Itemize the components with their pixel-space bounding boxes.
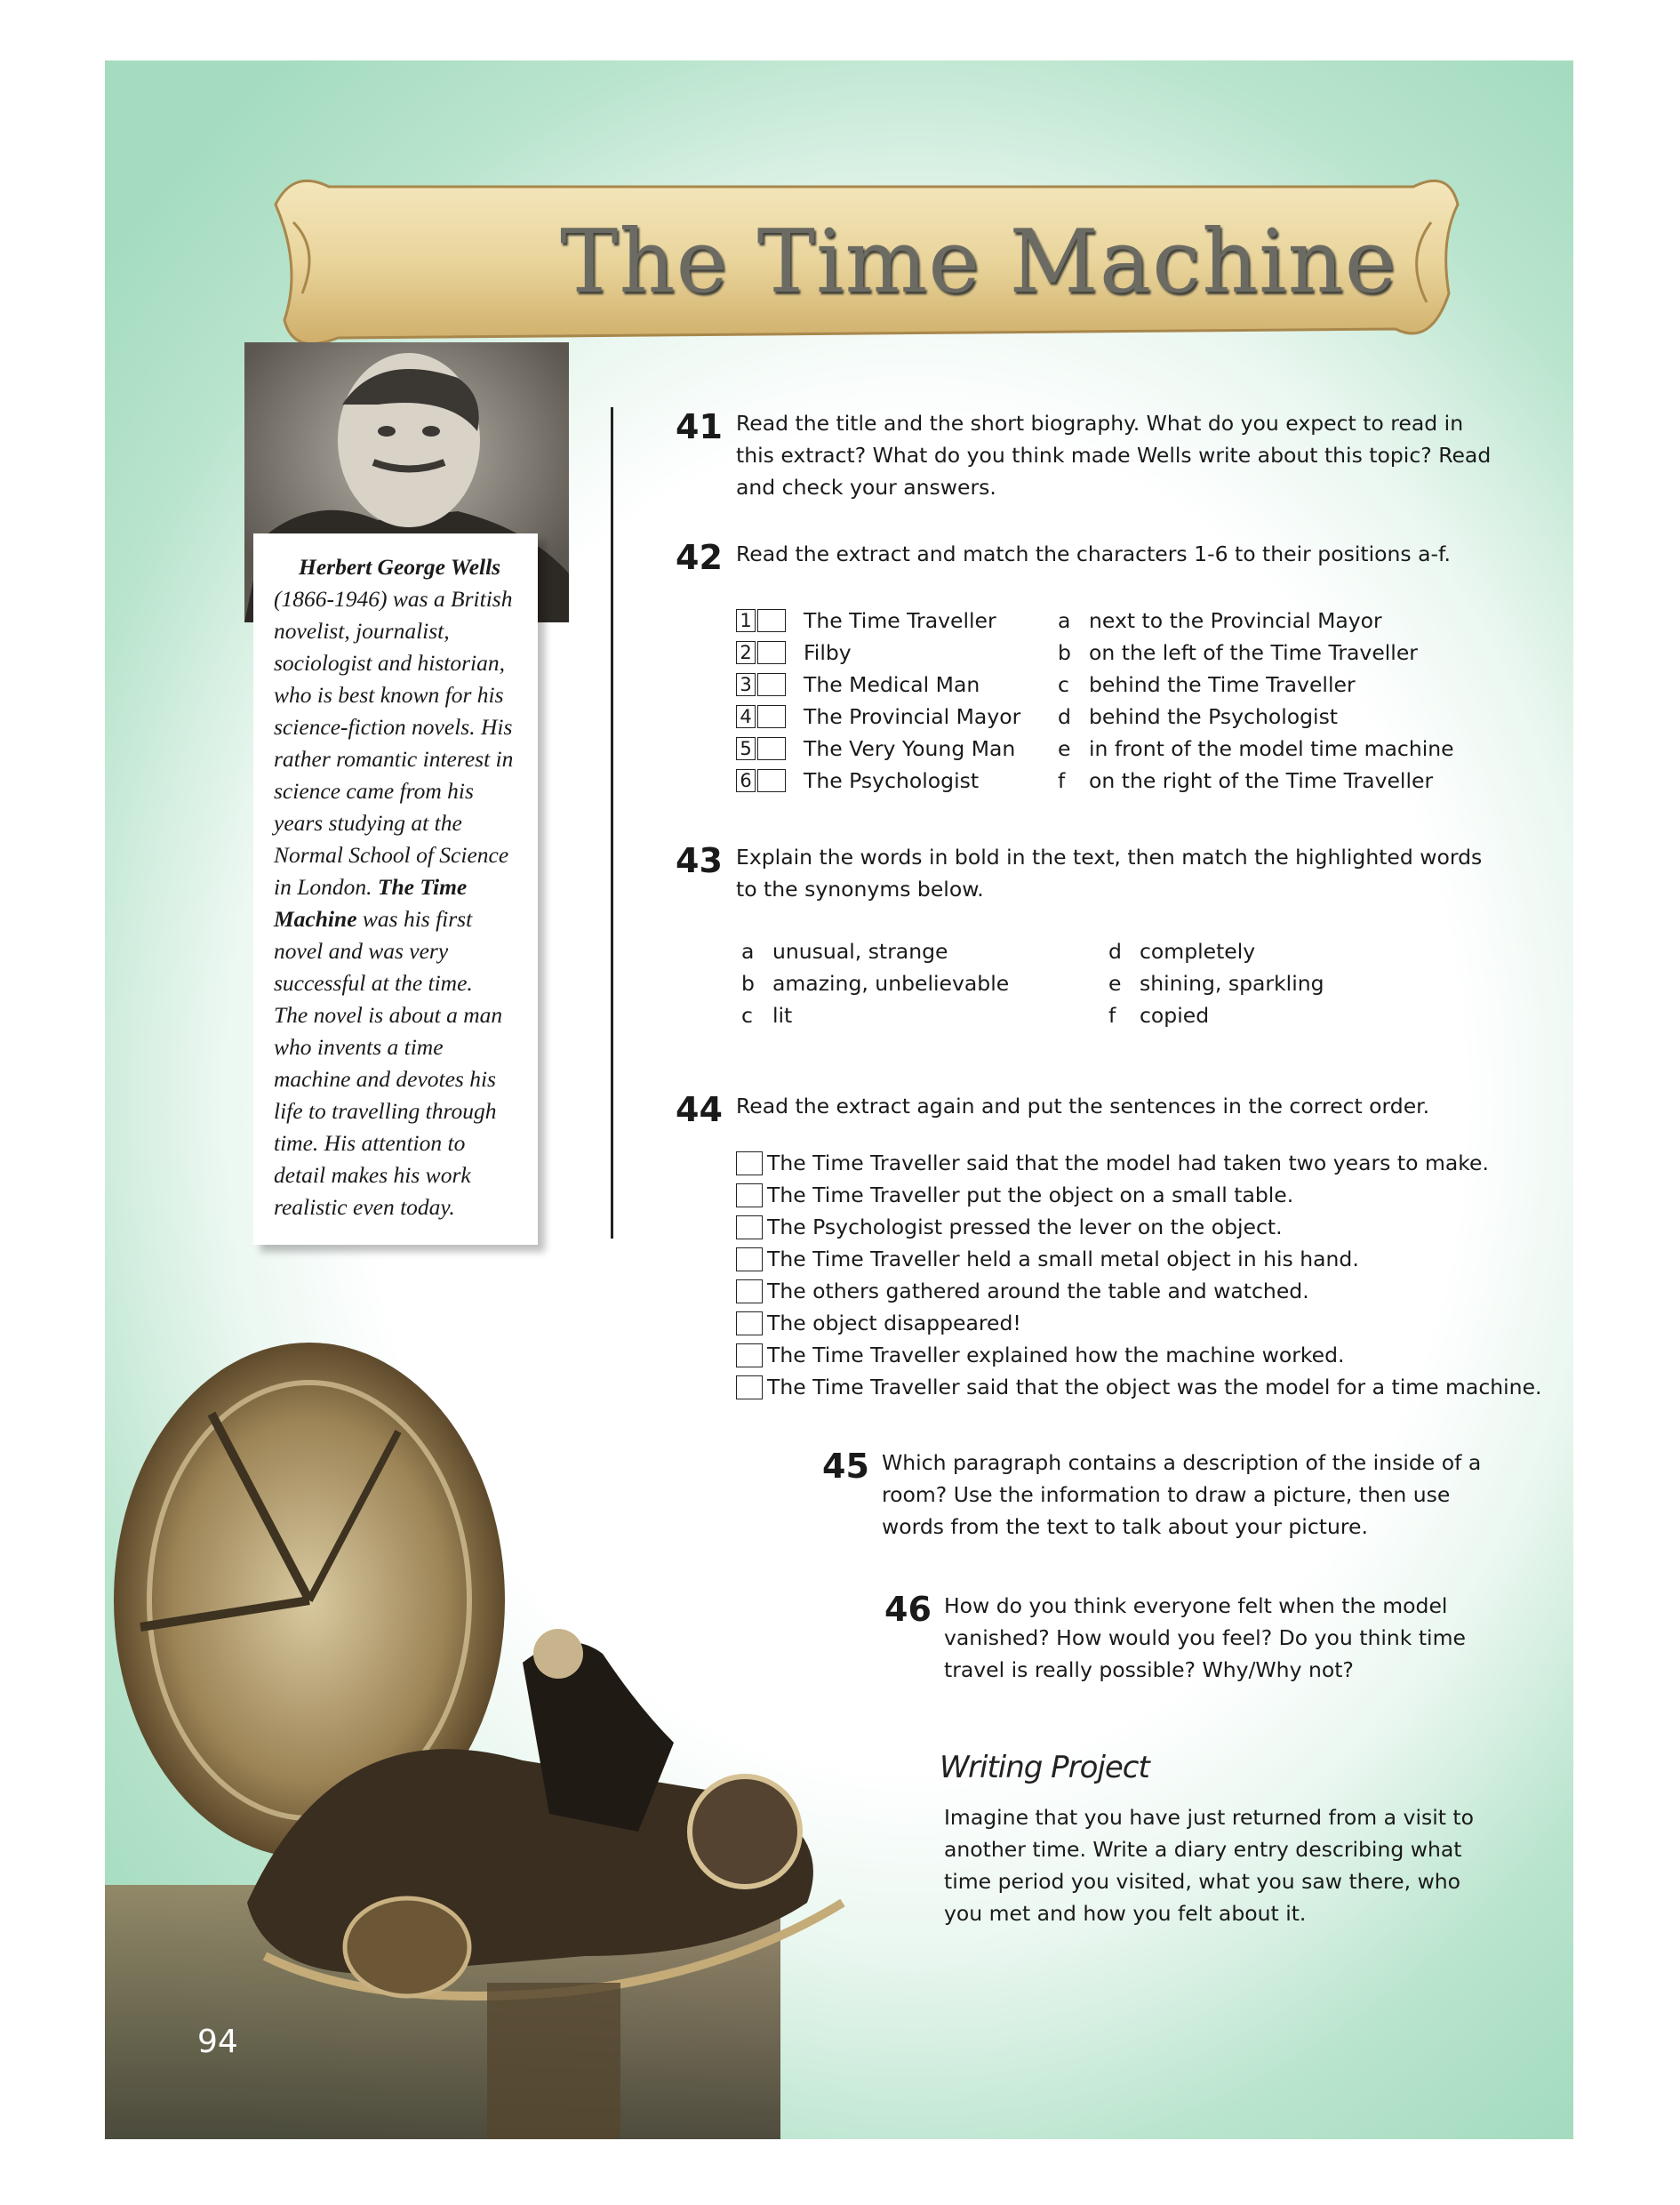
- item-letter: c: [1058, 672, 1069, 697]
- instruction-line: travel is really possible? Why/Why not?: [944, 1657, 1354, 1682]
- position-text: behind the Time Traveller: [1089, 672, 1356, 697]
- character-name: The Medical Man: [804, 672, 980, 697]
- order-box[interactable]: [736, 1215, 763, 1239]
- exercise-44-instruction: Read the extract again and put the sentences in the correct order.: [736, 1094, 1430, 1119]
- order-box[interactable]: [736, 1311, 763, 1335]
- answer-box[interactable]: [757, 737, 786, 760]
- bio-line: science came from his: [274, 778, 474, 804]
- item-letter: e: [1058, 736, 1071, 761]
- number-box: 1: [736, 609, 756, 632]
- synonym-text: copied: [1140, 1003, 1210, 1028]
- sentence-text: The Time Traveller explained how the machine worked.: [767, 1343, 1345, 1367]
- position-text: behind the Psychologist: [1089, 704, 1339, 729]
- synonym-list-left: [741, 935, 1097, 1031]
- list-item: [1108, 935, 1464, 967]
- bio-line: science-fiction novels. His: [274, 714, 513, 740]
- number-box: 2: [736, 641, 756, 664]
- item-letter: c: [741, 1003, 753, 1028]
- bio-line: realistic even today.: [274, 1194, 455, 1220]
- list-item: [736, 1307, 1500, 1339]
- answer-box[interactable]: [757, 609, 786, 632]
- writing-project-title: Writing Project: [940, 1750, 1149, 1785]
- exercise-number: 42: [676, 538, 723, 577]
- instruction-line: Explain the words in bold in the text, then match the highlighted words: [736, 845, 1483, 870]
- list-item: [736, 1371, 1542, 1403]
- bio-line: rather romantic interest in: [274, 746, 514, 772]
- answer-box[interactable]: [757, 705, 786, 728]
- exercise-number: 46: [884, 1590, 932, 1629]
- answer-box[interactable]: [757, 641, 786, 664]
- sentence-text: The Time Traveller held a small metal object in his hand.: [767, 1247, 1359, 1271]
- title-banner: [258, 169, 1467, 360]
- number-box: 3: [736, 673, 756, 696]
- instruction-line: Imagine that you have just returned from a visit to: [944, 1805, 1475, 1830]
- list-item: [736, 605, 1047, 637]
- list-item: [741, 967, 1097, 999]
- bio-line: (1866-1946) was a British: [274, 586, 513, 612]
- list-item: [1058, 733, 1484, 765]
- bio-line: time. His attention to: [274, 1130, 466, 1156]
- item-letter: f: [1108, 1003, 1116, 1028]
- list-item: [736, 1147, 1500, 1179]
- exercise-number: 44: [676, 1090, 723, 1129]
- item-letter: b: [1058, 640, 1071, 665]
- page-title: The Time Machine: [560, 212, 1397, 313]
- item-letter: d: [1108, 939, 1122, 964]
- instruction-line: How do you think everyone felt when the model: [944, 1593, 1448, 1618]
- list-item: [736, 1243, 1500, 1275]
- instruction-line: another time. Write a diary entry describing what: [944, 1837, 1462, 1862]
- list-item: [1058, 669, 1484, 701]
- instruction-line: you met and how you felt about it.: [944, 1901, 1307, 1926]
- position-text: next to the Provincial Mayor: [1089, 608, 1382, 633]
- character-name: The Provincial Mayor: [804, 704, 1021, 729]
- list-item: [1108, 967, 1464, 999]
- exercise-45-text: [882, 1447, 1504, 1543]
- list-item: [736, 733, 1047, 765]
- list-item: [736, 1179, 1500, 1211]
- exercise-number: 43: [676, 841, 723, 880]
- instruction-line: time period you visited, what you saw there, who: [944, 1869, 1461, 1894]
- order-box[interactable]: [736, 1183, 763, 1207]
- order-box[interactable]: [736, 1375, 763, 1399]
- bio-line: The novel is about a man: [274, 1002, 503, 1028]
- synonym-list-right: [1108, 935, 1464, 1031]
- exercise-42-instruction: Read the extract and match the characters 1-6 to their positions a-f.: [736, 541, 1451, 566]
- page-number: 94: [197, 2024, 238, 2060]
- item-letter: d: [1058, 704, 1071, 729]
- list-item: [741, 935, 1097, 967]
- number-box: 6: [736, 769, 756, 792]
- instruction-line: vanished? How would you feel? Do you think time: [944, 1625, 1466, 1650]
- item-letter: e: [1108, 971, 1122, 996]
- sentence-text: The object disappeared!: [767, 1311, 1021, 1335]
- bio-line: in London.: [274, 874, 378, 900]
- list-item: [736, 1275, 1500, 1307]
- bio-line: successful at the time.: [274, 970, 473, 996]
- sentence-list: [736, 1147, 1542, 1403]
- instruction-line: words from the text to talk about your picture.: [882, 1514, 1368, 1539]
- position-text: on the right of the Time Traveller: [1089, 768, 1434, 793]
- instruction-line: room? Use the information to draw a picture, then use: [882, 1482, 1451, 1507]
- character-name: The Time Traveller: [804, 608, 996, 633]
- bio-line: life to travelling through: [274, 1098, 497, 1124]
- list-item: [736, 1211, 1500, 1243]
- list-item: [1108, 999, 1464, 1031]
- exercise-46-text: [944, 1590, 1513, 1686]
- character-name: The Psychologist: [804, 768, 980, 793]
- order-box[interactable]: [736, 1151, 763, 1175]
- instruction-line: Read the title and the short biography. What do you expect to read in: [736, 411, 1464, 436]
- order-box[interactable]: [736, 1343, 763, 1367]
- column-divider: [611, 407, 613, 1239]
- bio-line: who invents a time: [274, 1034, 444, 1060]
- synonym-text: unusual, strange: [772, 939, 948, 964]
- list-item: [1058, 765, 1484, 797]
- number-box: 4: [736, 705, 756, 728]
- instruction-line: Which paragraph contains a description of the inside of a: [882, 1450, 1482, 1475]
- bio-line: who is best known for his: [274, 682, 504, 708]
- bio-line: sociologist and historian,: [274, 650, 505, 676]
- biography-text: [274, 551, 532, 1223]
- position-text: on the left of the Time Traveller: [1089, 640, 1418, 665]
- instruction-line: this extract? What do you think made Wells write about this topic? Read: [736, 443, 1492, 468]
- exercise-number: 45: [822, 1447, 869, 1486]
- bio-line: machine and devotes his: [274, 1066, 496, 1092]
- bio-line: was his first: [356, 906, 473, 932]
- item-letter: a: [741, 939, 755, 964]
- sentence-text: The Time Traveller said that the model had taken two years to make.: [767, 1151, 1489, 1175]
- order-box[interactable]: [736, 1247, 763, 1271]
- list-item: [1058, 637, 1484, 669]
- list-item: [736, 765, 1047, 797]
- sentence-text: The Time Traveller put the object on a small table.: [767, 1183, 1294, 1207]
- answer-box[interactable]: [757, 769, 786, 792]
- book-title: Machine: [274, 906, 357, 932]
- list-item: [1058, 605, 1484, 637]
- bio-name: Herbert George Wells: [299, 554, 501, 580]
- sentence-text: The others gathered around the table and watched.: [767, 1279, 1309, 1303]
- bio-line: novelist, journalist,: [274, 618, 450, 644]
- writing-project-text: [944, 1801, 1513, 1929]
- list-item: [1058, 701, 1484, 733]
- item-letter: a: [1058, 608, 1071, 633]
- synonym-text: amazing, unbelievable: [772, 971, 1010, 996]
- list-item: [736, 701, 1047, 733]
- sentence-text: The Psychologist pressed the lever on the object.: [767, 1215, 1283, 1239]
- synonym-text: completely: [1140, 939, 1256, 964]
- list-item: [736, 637, 1047, 669]
- synonym-text: shining, sparkling: [1140, 971, 1324, 996]
- list-item: [736, 1339, 1500, 1371]
- character-name: Filby: [804, 640, 852, 665]
- instruction-line: and check your answers.: [736, 475, 996, 500]
- number-box: 5: [736, 737, 756, 760]
- character-name: The Very Young Man: [804, 736, 1016, 761]
- exercise-43-text: [736, 841, 1536, 905]
- answer-box[interactable]: [757, 673, 786, 696]
- position-list: [1058, 605, 1484, 797]
- book-title: The Time: [377, 874, 468, 900]
- list-item: [736, 669, 1047, 701]
- bio-line: detail makes his work: [274, 1162, 471, 1188]
- exercise-number: 41: [676, 407, 723, 446]
- list-item: [741, 999, 1097, 1031]
- exercise-41-text: [736, 407, 1536, 503]
- bio-line: years studying at the: [274, 810, 462, 836]
- item-letter: f: [1058, 768, 1066, 793]
- order-box[interactable]: [736, 1279, 763, 1303]
- bio-line: novel and was very: [274, 938, 449, 964]
- synonym-text: lit: [772, 1003, 793, 1028]
- bio-line: Normal School of Science: [274, 842, 509, 868]
- character-list: [736, 605, 1047, 797]
- sentence-text: The Time Traveller said that the object was the model for a time machine.: [767, 1375, 1542, 1399]
- item-letter: b: [741, 971, 755, 996]
- instruction-line: to the synonyms below.: [736, 877, 984, 902]
- position-text: in front of the model time machine: [1089, 736, 1454, 761]
